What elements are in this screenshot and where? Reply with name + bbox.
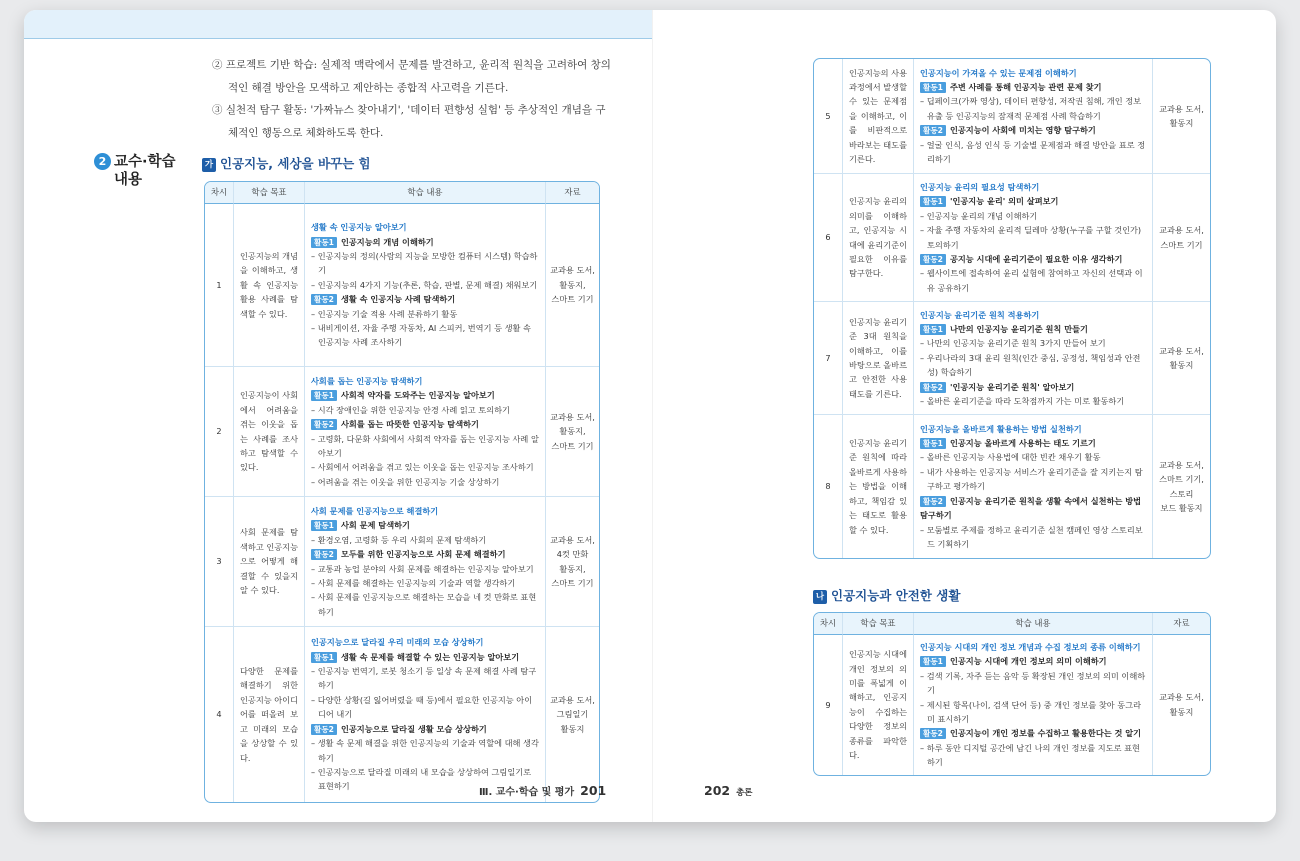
table-header-row <box>814 613 1210 635</box>
unit-marker: 가 <box>202 158 216 172</box>
activity-item: – 인공지능 기술 적용 사례 분류하기 활동 <box>311 308 458 319</box>
activity-badge: 활동2 <box>920 496 946 507</box>
resource-line: 교과용 도서, <box>1159 459 1204 470</box>
table-row <box>205 497 599 627</box>
content-heading: 인공지능이 가져올 수 있는 문제점 이해하기 <box>920 67 1077 78</box>
lesson-number: 7 <box>814 302 843 415</box>
page-number: 201 <box>580 783 607 798</box>
table-row <box>205 627 599 802</box>
footer-chapter: Ⅲ. 교수·학습 및 평가 <box>479 787 575 798</box>
activity-item: – 얼굴 인식, 음성 인식 등 기술별 문제점과 해결 방안을 표로 정리하기 <box>920 139 1146 165</box>
activity-item: – 올바른 인공지능 사용법에 대한 빈칸 채우기 활동 <box>920 452 1101 463</box>
resource-line: 그림일기 <box>556 709 589 720</box>
activity-title-line <box>311 235 539 249</box>
activity-title-line <box>920 80 1146 94</box>
activity-item: – 하루 동안 디지털 공간에 남긴 나의 개인 정보를 지도로 표현하기 <box>920 742 1140 768</box>
activity-badge: 활동1 <box>920 656 946 667</box>
learning-goal: 인공지능 윤리기준 원칙에 따라 올바르게 사용하는 방법을 이해하고, 책임감 있는 태도로 활용할 수 있다. <box>843 415 914 558</box>
activity-badge: 활동2 <box>920 382 946 393</box>
activity-title-line <box>311 518 539 532</box>
activity-title-line <box>920 494 1146 523</box>
activity-badge: 활동2 <box>311 549 337 560</box>
section-title-line1: 교수·학습 <box>114 154 176 170</box>
section-number: 2 <box>94 153 111 170</box>
activity-title: 인공지능 윤리기준 원칙을 생활 속에서 실천하는 방법 탐구하기 <box>920 495 1142 521</box>
resources <box>546 204 599 367</box>
resources <box>1153 415 1210 558</box>
activity-title-line <box>311 722 539 736</box>
activity-title-line <box>920 322 1146 336</box>
resource-line: 스마트 기기 <box>551 294 594 305</box>
lesson-number: 4 <box>205 627 234 802</box>
lesson-number: 3 <box>205 497 234 627</box>
activity-title: 사회적 약자를 도와주는 인공지능 알아보기 <box>340 390 495 401</box>
activity-item: – 나만의 인공지능 윤리기준 원칙 3가지 만들어 보기 <box>920 338 1106 349</box>
activity-item: – 인공지능으로 달라질 미래의 내 모습을 상상하여 그림일기로 표현하기 <box>311 766 532 792</box>
activity-title-line <box>920 726 1146 740</box>
activity-title: 모두를 위한 인공지능으로 사회 문제 해결하기 <box>340 549 506 560</box>
resource-line: 교과용 도서, <box>1159 692 1204 703</box>
column-header: 학습 목표 <box>234 182 305 204</box>
activity-item: – 환경오염, 고령화 등 우리 사회의 문제 탐색하기 <box>311 534 487 545</box>
activity-title: 인공지능 올바르게 사용하는 태도 기르기 <box>949 438 1096 449</box>
content-heading: 인공지능으로 달라질 우리 미래의 모습 상상하기 <box>311 637 484 648</box>
resource-line: 교과용 도서, <box>550 265 595 276</box>
resource-line: 교과용 도서, <box>1159 103 1204 114</box>
column-header: 차시 <box>814 613 843 635</box>
column-header: 자료 <box>1153 613 1210 635</box>
lesson-number: 2 <box>205 367 234 497</box>
activity-title-line <box>920 123 1146 137</box>
learning-content <box>305 497 546 627</box>
resources <box>1153 174 1210 302</box>
activity-item: – 웹사이트에 접속하여 윤리 실험에 참여하고 자신의 선택과 이유 공유하기 <box>920 268 1143 293</box>
activity-title: 생활 속 문제를 해결할 수 있는 인공지능 알아보기 <box>340 651 520 662</box>
activity-title: '인공지능 윤리기준 원칙' 알아보기 <box>949 381 1075 392</box>
activity-badge: 활동2 <box>920 254 946 265</box>
learning-content <box>914 302 1153 415</box>
activity-title: 생활 속 인공지능 사례 탐색하기 <box>340 294 456 305</box>
resource-line: 보드 활동지 <box>1160 502 1203 513</box>
lesson-number: 5 <box>814 59 843 174</box>
lesson-plan-table-right <box>813 58 1211 559</box>
resource-line: 활동지, <box>559 279 586 290</box>
activity-badge: 활동1 <box>920 196 946 207</box>
activity-item: – 다양한 상황(길 잃어버렸을 때 등)에서 필요한 인공지능 아이디어 내기 <box>311 694 533 720</box>
learning-content <box>914 635 1153 775</box>
activity-title-line <box>311 388 539 402</box>
activity-item: – 인공지능의 정의(사람의 지능을 모방한 컴퓨터 시스템) 학습하기 <box>311 250 538 276</box>
column-header: 차시 <box>205 182 234 204</box>
activity-item: – 사회 문제를 인공지능으로 해결하는 모습을 네 컷 만화로 표현하기 <box>311 592 537 617</box>
table-header-row <box>205 182 599 204</box>
activity-item: – 인공지능의 4가지 기능(추론, 학습, 판별, 문제 해결) 채워보기 <box>311 279 538 290</box>
activity-item: – 내비게이션, 자율 주행 자동차, AI 스피커, 번역기 등 생활 속 인공지능 사례 조사하기 <box>311 323 531 348</box>
resource-line: 스마트 기기 <box>551 577 594 588</box>
activity-badge: 활동1 <box>920 82 946 93</box>
resources <box>546 497 599 627</box>
table-row <box>814 635 1210 775</box>
learning-goal: 사회 문제를 탐색하고 인공지능으로 어떻게 해결할 수 있을지 알 수 있다. <box>234 497 305 627</box>
activity-badge: 활동1 <box>920 438 946 449</box>
learning-content <box>305 204 546 367</box>
resource-line: 활동지 <box>1169 706 1194 717</box>
lesson-plan-table-left <box>204 181 600 803</box>
activity-title: 사회 문제 탐색하기 <box>340 520 410 531</box>
activity-title-line <box>920 380 1146 394</box>
resource-line: 활동지 <box>1169 118 1194 128</box>
activity-title: 나만의 인공지능 윤리기준 원칙 만들기 <box>949 323 1088 334</box>
unit-title: 인공지능, 세상을 바꾸는 힘 <box>220 156 371 171</box>
resource-line: 활동지, <box>559 426 586 437</box>
unit-heading-ga <box>202 154 371 172</box>
resources <box>1153 302 1210 415</box>
activity-title-line <box>920 252 1146 266</box>
activity-badge: 활동2 <box>311 419 337 430</box>
content-heading: 인공지능 시대의 개인 정보 개념과 수집 정보의 종류 이해하기 <box>920 642 1141 652</box>
activity-title-line <box>311 417 539 431</box>
table-row <box>814 59 1210 174</box>
activity-title: 인공지능 시대에 개인 정보의 의미 이해하기 <box>949 656 1107 667</box>
footer-label: 총론 <box>736 788 753 798</box>
resource-line: 교과용 도서, <box>1159 225 1204 236</box>
content-heading: 인공지능을 올바르게 활용하는 방법 실천하기 <box>920 423 1082 434</box>
activity-badge: 활동1 <box>311 237 337 248</box>
unit-title: 인공지능과 안전한 생활 <box>831 588 961 603</box>
content-heading: 사회를 돕는 인공지능 탐색하기 <box>311 375 423 386</box>
lesson-number: 8 <box>814 415 843 558</box>
activity-item: – 올바른 윤리기준을 따라 도착점까지 가는 미로 활동하기 <box>920 396 1125 407</box>
resource-line: 교과용 도서, <box>550 534 595 545</box>
activity-badge: 활동1 <box>920 324 946 335</box>
page-header-band <box>24 10 652 39</box>
activity-title: 인공지능의 개념 이해하기 <box>340 236 434 247</box>
activity-badge: 활동1 <box>311 390 337 401</box>
learning-goal: 인공지능의 개념을 이해하고, 생활 속 인공지능 활용 사례를 탐색할 수 있다. <box>234 204 305 367</box>
resource-line: 교과용 도서, <box>550 694 595 705</box>
activity-item: – 어려움을 겪는 이웃을 위한 인공지능 기술 상상하기 <box>311 476 500 487</box>
resource-line: 활동지 <box>1169 360 1194 370</box>
activity-item: – 사회에서 어려움을 겪고 있는 이웃을 돕는 인공지능 조사하기 <box>311 462 534 473</box>
lesson-number: 9 <box>814 635 843 775</box>
lesson-number: 6 <box>814 174 843 302</box>
intro-item: ③ 실천적 탐구 활동: '가짜뉴스 찾아내기', '데이터 편향성 실험' 등 추상적인 개념을 구체적인 행동으로 체화하도록 한다. <box>212 104 606 139</box>
activity-title: 사회를 돕는 따뜻한 인공지능 탐색하기 <box>340 419 479 430</box>
resources <box>1153 635 1210 775</box>
resource-line: 활동지, <box>559 563 586 574</box>
table-row <box>814 302 1210 415</box>
activity-title-line <box>920 436 1146 450</box>
page-number: 202 <box>704 783 731 798</box>
book-spread <box>24 10 1276 822</box>
table-row <box>205 367 599 497</box>
activity-badge: 활동2 <box>920 125 946 136</box>
unit-heading-na <box>813 586 960 604</box>
column-header: 학습 내용 <box>305 182 546 204</box>
activity-item: – 모둠별로 주제를 정하고 윤리기준 실천 캠페인 영상 스토리보드 기획하기 <box>920 524 1143 549</box>
activity-item: – 자율 주행 자동차의 윤리적 딜레마 상황(누구를 구할 것인가) 토의하기 <box>920 225 1142 250</box>
resource-line: 스마트 기기 <box>1160 239 1203 250</box>
resources <box>1153 59 1210 174</box>
activity-title-line <box>311 292 539 306</box>
resource-line: 교과용 도서, <box>550 411 595 422</box>
activity-badge: 활동2 <box>920 728 946 739</box>
column-header: 학습 내용 <box>914 613 1153 635</box>
resource-line: 스마트 기기, <box>1159 474 1204 485</box>
learning-content <box>914 415 1153 558</box>
resource-line: 스토리 <box>1169 488 1194 499</box>
learning-goal: 인공지능 윤리기준 3대 원칙을 이해하고, 이를 바탕으로 올바르고 안전한 사용 태도를 기른다. <box>843 302 914 415</box>
activity-title: '인공지능 윤리' 의미 살펴보기 <box>949 196 1059 207</box>
resource-line: 스마트 기기 <box>551 440 594 451</box>
activity-title-line <box>920 654 1146 668</box>
activity-item: – 제시된 항목(나이, 검색 단어 등) 중 개인 정보를 찾아 동그라미 표시하기 <box>920 699 1142 725</box>
activity-title-line <box>920 194 1146 208</box>
table-row <box>814 415 1210 558</box>
activity-title: 인공지능이 개인 정보를 수집하고 활용한다는 것 알기 <box>949 728 1142 739</box>
content-heading: 생활 속 인공지능 알아보기 <box>311 222 407 233</box>
activity-badge: 활동1 <box>311 652 337 663</box>
activity-title-line <box>311 547 539 561</box>
column-header: 학습 목표 <box>843 613 914 635</box>
content-heading: 인공지능 윤리의 필요성 탐색하기 <box>920 181 1040 192</box>
section-title <box>94 153 194 189</box>
intro-text <box>212 54 612 144</box>
learning-content <box>914 59 1153 174</box>
page-gutter <box>652 10 653 822</box>
table-row <box>205 204 599 367</box>
activity-item: – 검색 기록, 자주 듣는 음악 등 확장된 개인 정보의 의미 이해하기 <box>920 670 1146 696</box>
content-heading: 사회 문제를 인공지능으로 해결하기 <box>311 505 439 516</box>
learning-goal: 인공지능 시대에 개인 정보의 의미를 폭넓게 이해하고, 인공지능이 수집하는 다양한 정보의 종류를 파악한다. <box>843 635 914 775</box>
activity-badge: 활동2 <box>311 294 337 305</box>
learning-content <box>305 367 546 497</box>
activity-title: 인공지능이 사회에 미치는 영향 탐구하기 <box>949 125 1096 136</box>
column-header: 자료 <box>546 182 599 204</box>
activity-item: – 교통과 농업 분야의 사회 문제를 해결하는 인공지능 알아보기 <box>311 563 534 574</box>
activity-title: 주변 사례를 통해 인공지능 관련 문제 찾기 <box>949 81 1102 92</box>
learning-content <box>914 174 1153 302</box>
activity-item: – 고령화, 다문화 사회에서 사회적 약자를 돕는 인공지능 사례 알아보기 <box>311 433 539 458</box>
lesson-plan-table-na <box>813 612 1211 776</box>
activity-item: – 생활 속 문제 해결을 위한 인공지능의 기술과 역할에 대해 생각하기 <box>311 738 539 763</box>
unit-marker: 나 <box>813 590 827 604</box>
activity-badge: 활동1 <box>311 520 337 531</box>
section-title-line2: 내용 <box>114 172 143 188</box>
intro-item: ② 프로젝트 기반 학습: 실제적 맥락에서 문제를 발견하고, 윤리적 원칙을 고려하여 창의적인 해결 방안을 모색하고 제안하는 종합적 사고력을 기른다. <box>212 59 611 94</box>
learning-content <box>305 627 546 802</box>
activity-item: – 사회 문제를 해결하는 인공지능의 기술과 역할 생각하기 <box>311 577 516 588</box>
learning-goal: 인공지능이 사회에서 어려움을 겪는 이웃을 돕는 사례를 조사하고 탐색할 수 있다. <box>234 367 305 497</box>
learning-goal: 다양한 문제를 해결하기 위한 인공지능 아이디어를 떠올려 보고 미래의 모습을 상상할 수 있다. <box>234 627 305 802</box>
activity-title: 공지능 시대에 윤리기준이 필요한 이유 생각하기 <box>949 253 1123 264</box>
resources <box>546 367 599 497</box>
resource-line: 교과용 도서, <box>1159 345 1204 356</box>
page-footer-left <box>479 783 612 798</box>
table-row <box>814 174 1210 302</box>
lesson-number: 1 <box>205 204 234 367</box>
activity-item: – 인공지능 번역기, 로봇 청소기 등 일상 속 문제 해결 사례 탐구하기 <box>311 666 537 691</box>
learning-goal: 인공지능의 사용 과정에서 발생할 수 있는 문제점을 이해하고, 이를 비판적으로 바라보는 태도를 기른다. <box>843 59 914 174</box>
activity-title: 인공지능으로 달라질 생활 모습 상상하기 <box>340 723 487 734</box>
activity-item: – 인공지능 윤리의 개념 이해하기 <box>920 210 1038 221</box>
activity-item: – 내가 사용하는 인공지능 서비스가 윤리기준을 잘 지키는지 탐구하고 평가하기 <box>920 466 1143 492</box>
activity-item: – 시각 장애인을 위한 인공지능 안경 사례 읽고 토의하기 <box>311 404 510 415</box>
activity-item: – 우리나라의 3대 윤리 원칙(인간 중심, 공정성, 책임성과 안전성) 학습하기 <box>920 352 1141 378</box>
content-heading: 인공지능 윤리기준 원칙 적용하기 <box>920 309 1040 320</box>
learning-goal: 인공지능 윤리의 의미를 이해하고, 인공지능 시대에 윤리기준이 필요한 이유를 탐구한다. <box>843 174 914 302</box>
resource-line: 4컷 만화 <box>556 549 589 560</box>
activity-badge: 활동2 <box>311 724 337 735</box>
activity-title-line <box>311 650 539 664</box>
page-footer-right <box>698 783 753 798</box>
resources <box>546 627 599 802</box>
resource-line: 활동지 <box>560 723 585 734</box>
activity-item: – 딥페이크(가짜 영상), 데이터 편향성, 저작권 침해, 개인 정보 유출 등 인공지능의 잠재적 문제점 사례 학습하기 <box>920 96 1142 121</box>
